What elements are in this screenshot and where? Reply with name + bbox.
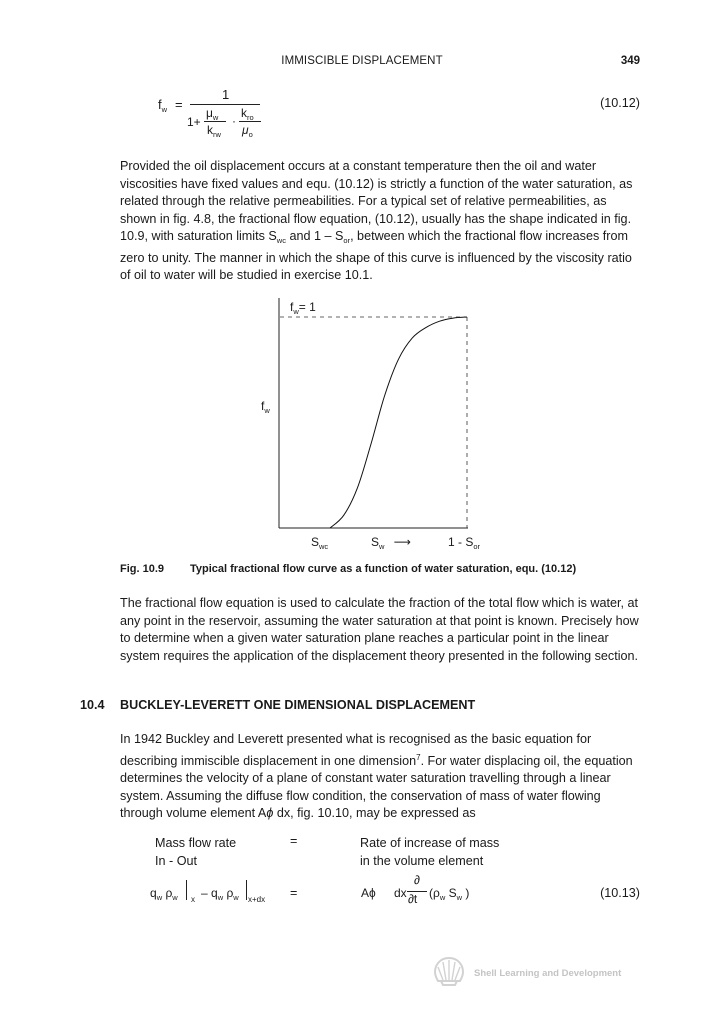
equation-10-13: $q_w$ $\rho_w$ x – $q_w$ $\rho_w$ x+dx = Aϕ dx ∂ ∂t ($\rho_w$ $S_w$ ) (10.13) xyxy=(150,873,640,906)
paragraph-1: Provided the oil displacement occurs at a constant temperature then the oil and water viscosities have fixed values and equ. (10.12) is strictly a function of the water saturation, as related through the relative permeabilities. For a typical set of relative permeabilities, as shown in fig. 4.8, the fractional flow equation, (10.12), usually has the shape indicated in fig. 10.9, with saturation limits $S_{wc}$ and $1 - S_{or}$, between which the fractional flow increases from zero to unity. The manner in which the shape of this curve is influenced by the viscosity ratio of oil to water will be studied in exercise 10.1. xyxy=(120,159,633,282)
shell-logo-icon xyxy=(432,955,466,987)
eq-one-plus: 1+ xyxy=(187,115,201,129)
eq-number-10-13: (10.13) xyxy=(600,886,640,900)
eq-number-10-12: (10.12) xyxy=(600,96,640,110)
eq-k-rw: k xyxy=(207,123,213,137)
eq-main-fraction-bar xyxy=(190,104,260,105)
eq-k-ro: k xyxy=(241,106,247,120)
y-axis-label: $f_w$ xyxy=(261,399,270,415)
eq-mu-o: μ xyxy=(242,123,249,137)
footer-text: Shell Learning and Development xyxy=(474,968,622,979)
caption-label: Fig. 10.9 xyxy=(120,563,165,575)
eq-numerator: 1 xyxy=(222,87,230,102)
mass-balance-right: Rate of increase of mass in the volume element xyxy=(360,836,500,868)
running-header: IMMISCIBLE DISPLACEMENT xyxy=(281,55,443,67)
caption-text: Typical fractional flow curve as a function of water saturation, equ. (10.12) xyxy=(190,563,577,575)
eval-bar-xdx xyxy=(246,880,247,900)
arrow-right-icon: ⟶ xyxy=(393,535,411,549)
paragraph-3: In 1942 Buckley and Leverett presented what is recognised as the basic equation for describing immiscible displacement in one dimension$^7$. For water displacing oil, the equation determines the velocity of a plane of constant water saturation travelling through a linear system. Assuming the diffuse flow condition, the conservation of mass of water flowing through volume element Aϕ dx, fig. 10.10, may be expressed as xyxy=(120,732,633,821)
eval-bar-x xyxy=(186,880,187,900)
mass-balance-equals: = xyxy=(290,834,298,848)
equation-10-12: $f_w$ = 1 1+ $\mu_w$ $k_{rw}$ · $k_{ro}$ $\mu_o$ (10.12) xyxy=(158,87,640,139)
x-axis-label: $S_w$ ⟶ xyxy=(371,535,411,551)
fw-one-label: $f_w= 1$ xyxy=(290,300,316,316)
x-tick-swc: $S_{wc}$ xyxy=(311,535,329,551)
section-heading xyxy=(80,698,475,712)
x-tick-sor: $1 - S_{or}$ xyxy=(448,535,481,551)
page-number: 349 xyxy=(620,55,640,67)
eq-lhs: f xyxy=(158,97,162,112)
section-title: BUCKLEY-LEVERETT ONE DIMENSIONAL DISPLACEMENT xyxy=(120,698,476,712)
eq-equals: = xyxy=(175,97,183,112)
fractional-flow-chart xyxy=(240,290,500,555)
eq-mu-w: μ xyxy=(206,106,213,120)
section-number: 10.4 xyxy=(80,698,105,712)
figure-caption xyxy=(120,563,576,575)
fw-curve-series-line xyxy=(330,317,467,528)
mass-balance-left: Mass flow rate In - Out xyxy=(155,836,237,868)
eq-dot: · xyxy=(232,114,236,128)
eq-k-mu-fraction-bar xyxy=(239,121,261,122)
eq-mu-k-fraction-bar xyxy=(204,121,226,122)
paragraph-2: The fractional flow equation is used to calculate the fraction of the total flow which is water, at any point in the reservoir, assuming the water saturation at that point is known. Precisely how to determine when a given water saturation plane reaches a particular point in the linear system requires the application of the displacement theory presented in the following section. xyxy=(120,596,639,663)
